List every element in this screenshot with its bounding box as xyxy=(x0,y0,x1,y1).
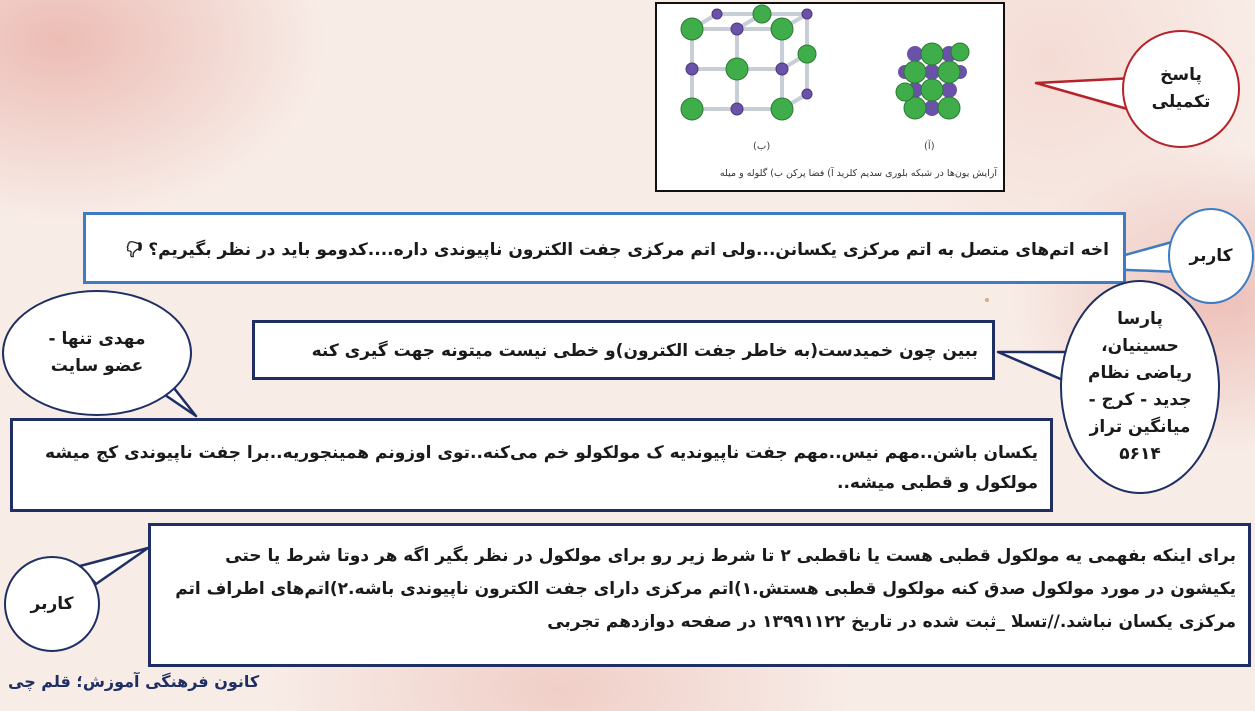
mahdi-answer-text: یکسان باشن..مهم نیس..مهم جفت ناپیوندیه ک مولکولو خم می‌کنه..توی اوزونم همینجوریه..برا جفت ناپیوندی کج میشه مولکول و قطبی میشه.. xyxy=(45,443,1038,493)
space-filling-model xyxy=(896,43,969,119)
figure-caption: آرایش یون‌ها در شبکه بلوری سدیم کلرید آ) فضا پرکن ب) گلوله و میله xyxy=(719,168,997,179)
mahdi-label: مهدی تنها - عضو سایت xyxy=(48,329,146,376)
complementary-answer-label: پاسخ تکمیلی xyxy=(1151,65,1211,112)
final-answer-message xyxy=(148,523,1251,667)
label-a: (آ) xyxy=(924,141,935,152)
question-message xyxy=(83,212,1126,284)
parsa-bubble xyxy=(1060,280,1220,494)
mahdi-answer-message xyxy=(10,418,1053,512)
parsa-answer-message xyxy=(252,320,995,380)
user-label-top: کاربر xyxy=(1189,245,1233,266)
nacl-lattice-illustration xyxy=(657,4,1003,154)
complementary-answer-bubble xyxy=(1122,30,1240,148)
question-text: اخه اتم‌های متصل به اتم مرکزی یکسانن...ولی اتم مرکزی جفت الکترون ناپیوندی داره....کدومو باید در نظر بگیریم؟ 🖓 xyxy=(126,240,1109,260)
user-bubble-bottom xyxy=(4,556,100,652)
label-b: (ب) xyxy=(753,141,771,152)
user-label-bottom: کاربر xyxy=(30,593,74,614)
crystal-figure xyxy=(655,2,1005,192)
mahdi-bubble xyxy=(2,290,192,416)
final-answer-text: برای اینکه بفهمی یه مولکول قطبی هست یا ناقطبی ۲ تا شرط زیر رو برای مولکول در نظر بگیر اگه هر دوتا شرط یا حتی یکیشون در مورد مولکول صدق کنه مولکول قطبی هستش.۱)اتم مرکزی دارای جفت الکترون ناپیوندی باشه.۲)اتم‌های اطراف اتم مرکزی یکسان نباشد.//تسلا _ثبت شده در تاریخ ۱۳۹۹۱۱۲۲ در صفحه دوازدهم تجربی xyxy=(175,546,1236,632)
footer-brand: کانون فرهنگی آموزش؛ قلم چی xyxy=(8,672,260,691)
user-bubble-top xyxy=(1168,208,1254,304)
parsa-label: پارسا حسینیان، ریاضی نظام جدید - کرج - میانگین تراز ۵۶۱۴ xyxy=(1088,309,1192,464)
parsa-answer-text: ببین چون خمیدست(به خاطر جفت الکترون)و خطی نیست میتونه جهت گیری کنه xyxy=(311,341,978,361)
